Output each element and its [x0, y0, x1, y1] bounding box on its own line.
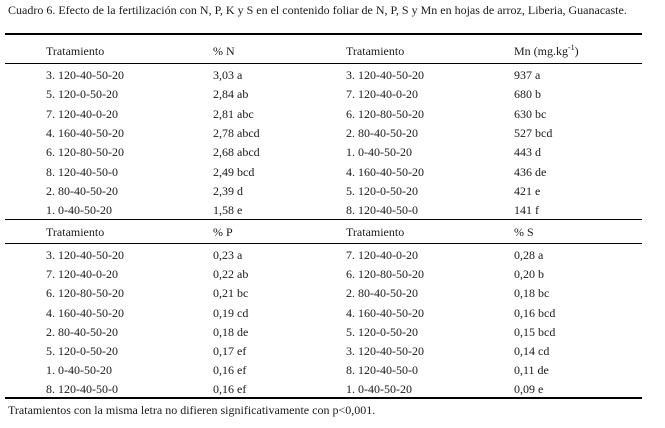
table-cell-value-a: 0,19 cd — [213, 305, 249, 320]
table-cell-value-a: 1,58 e — [213, 203, 243, 218]
table-cell-value-a: 0,16 ef — [213, 382, 247, 397]
table-cell-treatment-b: 4. 160-40-50-20 — [346, 164, 424, 179]
table-cell-treatment-a: 4. 160-40-50-20 — [46, 125, 124, 140]
table-cell-treatment-b: 1. 0-40-50-20 — [346, 382, 412, 397]
table-cell-treatment-a: 1. 0-40-50-20 — [46, 203, 112, 218]
table-cell-treatment-b: 5. 120-0-50-20 — [346, 183, 418, 198]
table-cell-treatment-a: 5. 120-0-50-20 — [46, 344, 118, 358]
table-cell-treatment-a: 2. 80-40-50-20 — [46, 324, 118, 339]
table-cell-treatment-b: 5. 120-0-50-20 — [346, 324, 418, 339]
table-cell-value-b: 0,28 a — [514, 248, 544, 262]
table-cell-value-a: 2,81 abc — [213, 106, 254, 121]
table-cell-treatment-a: 6. 120-80-50-20 — [46, 145, 124, 160]
table-cell-treatment-b: 2. 80-40-50-20 — [346, 286, 418, 301]
header-treatment-s: Tratamiento — [346, 225, 405, 239]
table-cell-value-b: 443 d — [514, 145, 541, 160]
table-cell-treatment-b: 7. 120-40-0-20 — [346, 248, 418, 262]
table-cell-value-a: 0,17 ef — [213, 344, 247, 358]
table-cell-value-b: 527 bcd — [514, 125, 553, 140]
table-cell-value-a: 3,03 a — [213, 68, 243, 82]
table-cell-value-b: 937 a — [514, 68, 541, 82]
table-cell-treatment-b: 8. 120-40-50-0 — [346, 363, 418, 378]
table-cell-treatment-b: 3. 120-40-50-20 — [346, 344, 424, 358]
table-cell-value-b: 0,18 bc — [514, 286, 550, 301]
table-cell-treatment-b: 6. 120-80-50-20 — [346, 267, 424, 282]
table-cell-treatment-b: 2. 80-40-50-20 — [346, 125, 418, 140]
table-cell-treatment-b: 8. 120-40-50-0 — [346, 203, 418, 218]
header-percent-n: % N — [213, 44, 235, 58]
table-cell-treatment-b: 6. 120-80-50-20 — [346, 106, 424, 121]
section2-header-rule — [5, 243, 642, 244]
table-cell-value-a: 2,78 abcd — [213, 125, 260, 140]
table-cell-value-a: 2,84 ab — [213, 87, 249, 102]
table-cell-treatment-a: 8. 120-40-50-0 — [46, 382, 118, 397]
table-cell-value-b: 0,14 cd — [514, 344, 550, 358]
table-cell-treatment-a: 1. 0-40-50-20 — [46, 363, 112, 378]
table-cell-value-a: 2,49 bcd — [213, 164, 255, 179]
header-percent-s: % S — [514, 225, 534, 239]
table-cell-value-b: 630 bc — [514, 106, 547, 121]
header-mn-label: Mn (mg.kg — [514, 44, 568, 58]
table-cell-treatment-a: 7. 120-40-0-20 — [46, 267, 118, 282]
table-top-rule — [5, 33, 642, 35]
table-cell-treatment-b: 7. 120-40-0-20 — [346, 87, 418, 102]
header-percent-p: % P — [213, 225, 233, 239]
table-cell-value-a: 0,16 ef — [213, 363, 247, 378]
table-cell-treatment-a: 5. 120-0-50-20 — [46, 87, 118, 102]
table-cell-value-a: 0,23 a — [213, 248, 243, 262]
table-cell-value-b: 421 e — [514, 183, 541, 198]
table-cell-value-b: 0,20 b — [514, 267, 544, 282]
header-mn — [514, 44, 579, 58]
header-mn-close: ) — [574, 44, 579, 58]
section1-header-rule — [5, 63, 642, 64]
header-treatment-mn: Tratamiento — [346, 44, 405, 58]
table-cell-value-b: 0,15 bcd — [514, 324, 556, 339]
table-caption: Cuadro 6. Efecto de la fertilización con N, P, K y S en el contenido foliar de N, P, S y Mn en hojas de arroz, Liberia, Guanacaste. — [8, 3, 627, 17]
table-cell-treatment-b: 4. 160-40-50-20 — [346, 305, 424, 320]
table-cell-treatment-a: 2. 80-40-50-20 — [46, 183, 118, 198]
table-cell-value-b: 141 f — [514, 203, 539, 218]
table-cell-value-b: 0,11 de — [514, 363, 549, 378]
table-cell-treatment-a: 3. 120-40-50-20 — [46, 68, 124, 82]
table-cell-value-b: 0,09 e — [514, 382, 544, 397]
table-cell-value-a: 2,68 abcd — [213, 145, 260, 160]
table-cell-treatment-a: 3. 120-40-50-20 — [46, 248, 124, 262]
table-cell-treatment-a: 4. 160-40-50-20 — [46, 305, 124, 320]
table-cell-treatment-a: 8. 120-40-50-0 — [46, 164, 118, 179]
table-cell-value-a: 0,18 de — [213, 324, 249, 339]
header-treatment-p: Tratamiento — [46, 225, 105, 239]
table-cell-value-a: 0,22 ab — [213, 267, 249, 282]
table-cell-value-b: 0,16 bcd — [514, 305, 556, 320]
table-cell-treatment-b: 1. 0-40-50-20 — [346, 145, 412, 160]
table-cell-treatment-a: 6. 120-80-50-20 — [46, 286, 124, 301]
table-cell-treatment-b: 3. 120-40-50-20 — [346, 68, 424, 82]
header-treatment-n: Tratamiento — [46, 44, 105, 58]
table-cell-value-b: 436 de — [514, 164, 547, 179]
section-divider-rule — [5, 219, 642, 220]
table-cell-treatment-a: 7. 120-40-0-20 — [46, 106, 118, 121]
table-cell-value-b: 680 b — [514, 87, 541, 102]
table-cell-value-a: 2,39 d — [213, 183, 243, 198]
table-bottom-rule — [5, 397, 642, 399]
footnote: Tratamientos con la misma letra no difieren significativamente con p<0,001. — [8, 403, 376, 417]
table-cell-value-a: 0,21 bc — [213, 286, 249, 301]
header-mn-exponent: -1 — [568, 43, 575, 52]
